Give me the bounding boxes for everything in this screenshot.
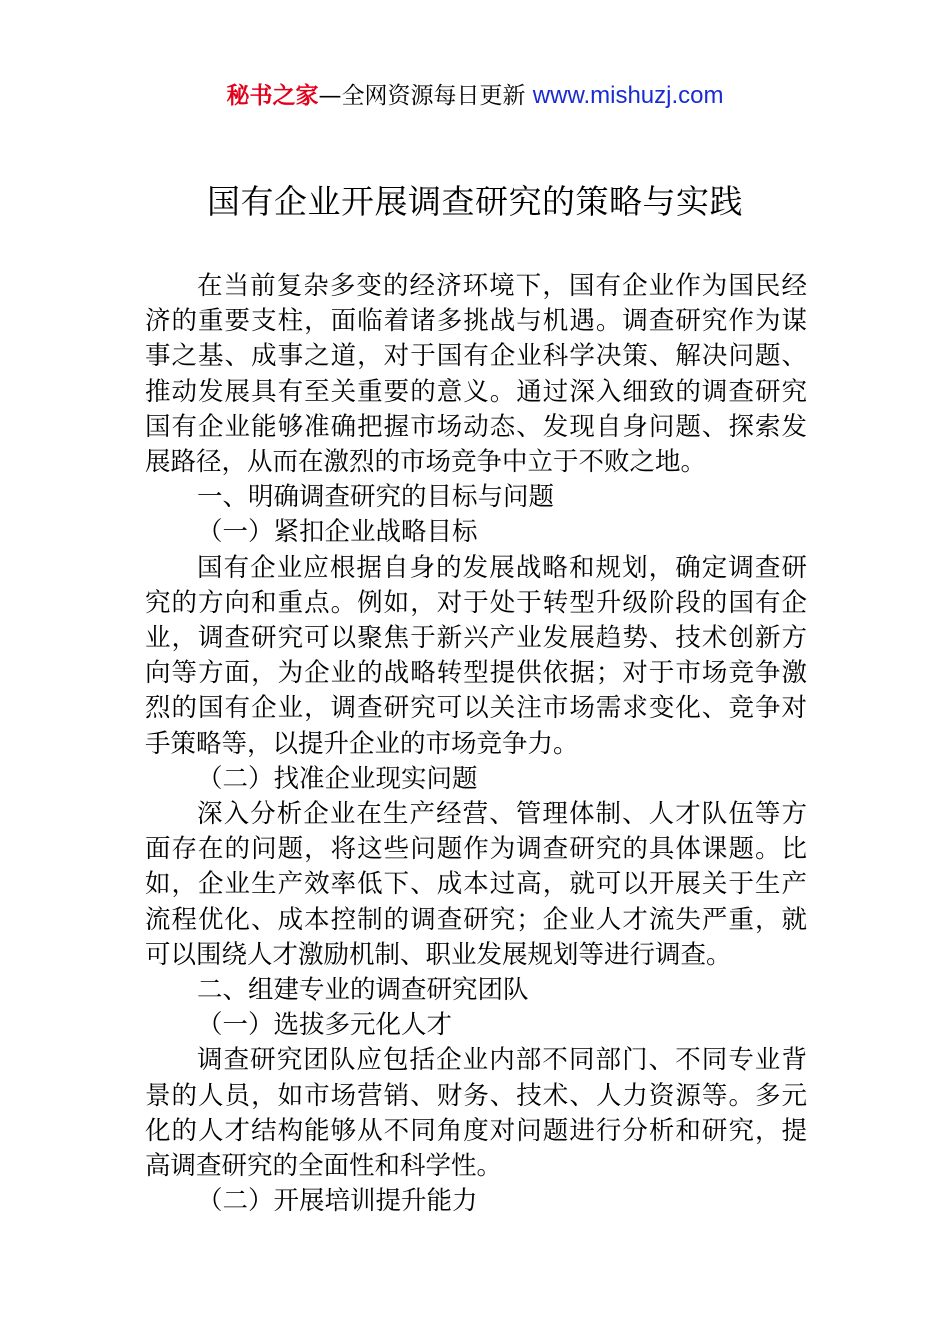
subsection-heading-1-1: （一）紧扣企业战略目标 bbox=[197, 517, 478, 548]
subsection-heading-1-2: （二）找准企业现实问题 bbox=[197, 763, 478, 794]
site-header bbox=[0, 78, 950, 114]
subsection-heading-2-1: （一）选拔多元化人才 bbox=[197, 1010, 453, 1041]
subsection-paragraph-2-1: 调查研究团队应包括企业内部不同部门、不同专业背景的人员，如市场营销、财务、技术、人力资源等。多元化的人才结构能够从不同角度对问题进行分析和研究，提高调查研究的全面性和科学性。 bbox=[145, 1045, 807, 1182]
document-body bbox=[145, 269, 807, 1219]
document-title: 国有企业开展调查研究的策略与实践 bbox=[207, 182, 743, 221]
section-heading-2: 二、组建专业的调查研究团队 bbox=[197, 975, 529, 1006]
subsection-heading-2-2: （二）开展培训提升能力 bbox=[197, 1186, 478, 1217]
subsection-paragraph-1-2: 深入分析企业在生产经营、管理体制、人才队伍等方面存在的问题，将这些问题作为调查研究的具体课题。比如，企业生产效率低下、成本过高，就可以开展关于生产流程优化、成本控制的调查研究；企业人才流失严重，就可以围绕人才激励机制、职业发展规划等进行调查。 bbox=[145, 799, 807, 970]
site-brand: 秘书之家 bbox=[226, 83, 319, 109]
site-tagline: —全网资源每日更新 bbox=[318, 83, 533, 109]
site-url-link[interactable]: www.mishuzj.com bbox=[532, 82, 724, 109]
section-heading-1: 一、明确调查研究的目标与问题 bbox=[197, 482, 555, 513]
subsection-paragraph-1-1: 国有企业应根据自身的发展战略和规划，确定调查研究的方向和重点。例如，对于处于转型升级阶段的国有企业，调查研究可以聚焦于新兴产业发展趋势、技术创新方向等方面，为企业的战略转型提供依据；对于市场竞争激烈的国有企业，调查研究可以关注市场需求变化、竞争对手策略等，以提升企业的市场竞争力。 bbox=[145, 552, 807, 759]
intro-paragraph: 在当前复杂多变的经济环境下，国有企业作为国民经济的重要支柱，面临着诸多挑战与机遇。调查研究作为谋事之基、成事之道，对于国有企业科学决策、解决问题、推动发展具有至关重要的意义。通过深入细致的调查研究国有企业能够准确把握市场动态、发现自身问题、探索发展路径，从而在激烈的市场竞争中立于不败之地。 bbox=[145, 271, 807, 478]
